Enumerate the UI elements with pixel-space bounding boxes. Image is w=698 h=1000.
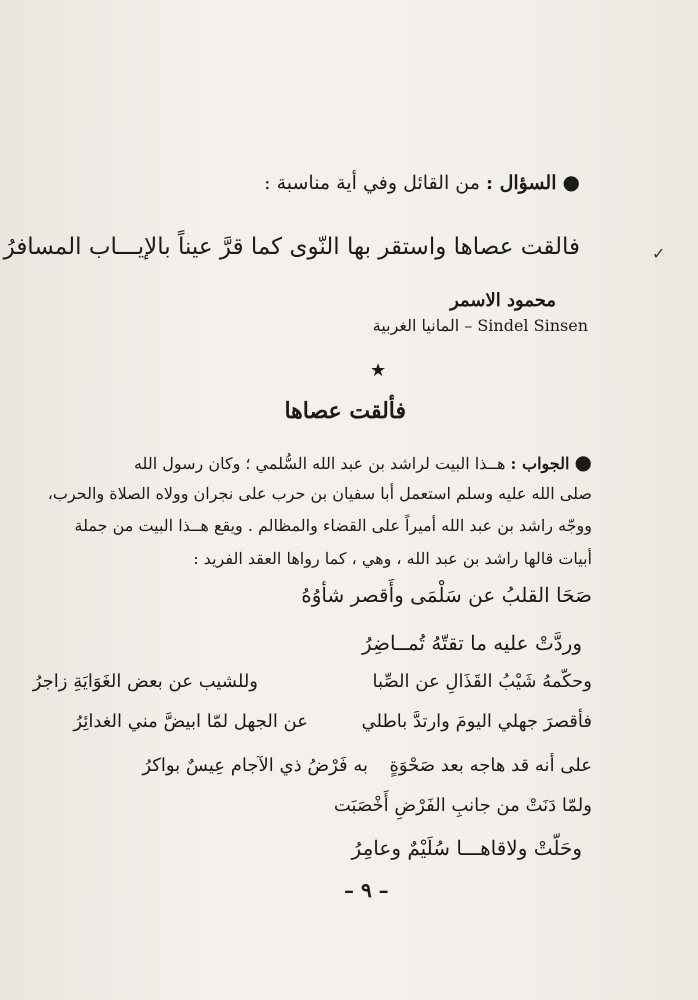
- question-text: من القائل وفي أية مناسبة :: [264, 172, 480, 194]
- poem-hemistich: على أنه قد هاجه بعد صَحْوَةٍ: [389, 755, 592, 776]
- poem-hemistich: وللشيب عن بعض الغَوَايَةِ زاجرُ: [32, 671, 258, 692]
- bullet-icon: ●: [562, 170, 580, 194]
- answer-label: الجواب :: [510, 454, 570, 473]
- poem-line: وحَلّتْ ولاقاهـــا سُلَيْمٌ وعامِرُ: [351, 836, 582, 860]
- star-separator-icon: ★: [370, 360, 387, 381]
- answer-line: [134, 450, 592, 474]
- poem-hemistich: وحكّمهُ شَيْبُ القَذَالِ عن الصِّبا: [372, 671, 592, 692]
- answer-line: ووجّه راشد بن عبد الله أميراً على القضاء والمظالم . ويقع هــذا البيت من جملة: [74, 516, 592, 535]
- poem-line: صَحَا القلبُ عن سَلْمَى وأَقصر شأوُهُ: [301, 583, 592, 607]
- poem-line: وردَّتْ عليه ما تقتّهُ تُمــاضِرُ: [362, 631, 582, 655]
- question-label: السؤال :: [485, 172, 557, 194]
- answer-line: أبيات قالها راشد بن عبد الله ، وهي ، كما رواها العقد الفريد :: [193, 549, 592, 568]
- quoted-verse: فالقت عصاها واستقر بها النّوى كما قرَّ عيناً بالإيـــاب المسافرُ: [3, 234, 580, 260]
- section-title: فألقت عصاها: [284, 398, 406, 424]
- answer-line: صلى الله عليه وسلم استعمل أبا سفيان بن حرب على نجران وولاه الصلاة والحرب،: [47, 484, 592, 503]
- answer-text: هــذا البيت لراشد بن عبد الله السُّلمي ؛ وكان رسول الله: [133, 454, 506, 473]
- poem-hemistich: به فَرْضُ ذي الآجام عِيسٌ بواكرُ: [142, 755, 368, 776]
- question-line: [264, 170, 580, 194]
- poem-line: ولمّا دَنَتْ من جانبِ الفَرْضِ أَخْصَبَت: [333, 795, 592, 816]
- page-number: – ٩ –: [344, 878, 389, 902]
- poet-location: Sindel Sinsen – المانيا الغربية: [372, 316, 588, 335]
- bullet-icon: ●: [574, 450, 592, 474]
- poet-name: محمود الاسمر: [450, 290, 556, 311]
- poem-hemistich: فأقصرَ جهلي اليومَ وارتدَّ باطلي: [361, 711, 592, 732]
- check-mark-icon: ✓: [652, 244, 666, 263]
- poem-hemistich: عن الجهل لمّا ابيضَّ مني الغدائِرُ: [73, 711, 308, 732]
